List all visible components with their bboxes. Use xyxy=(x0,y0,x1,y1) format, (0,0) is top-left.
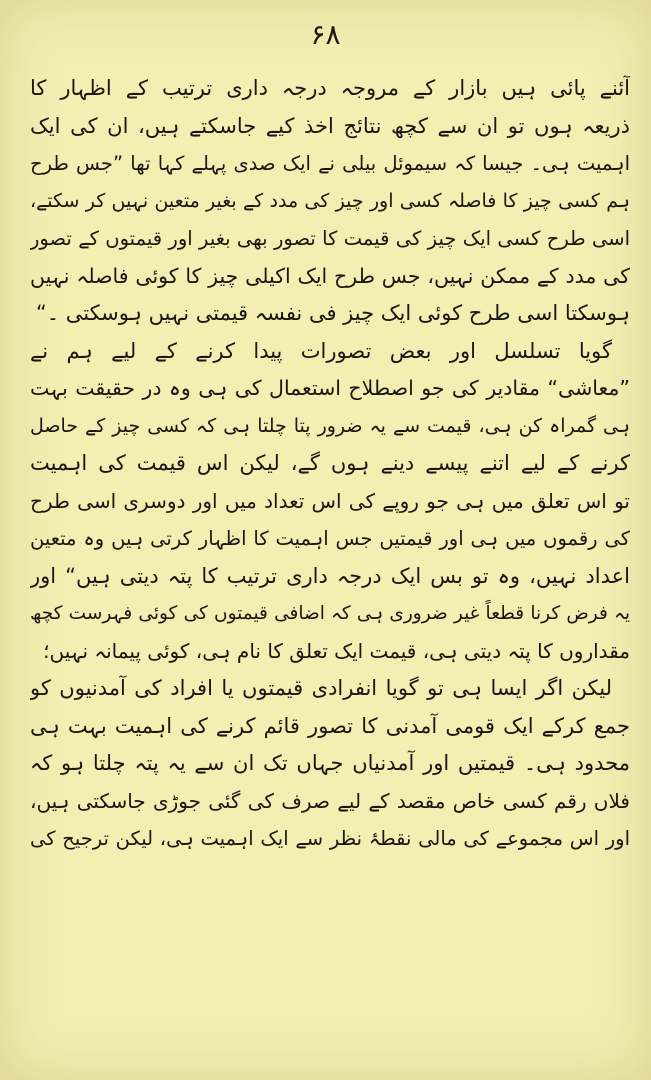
text-line: فلاں رقم کسی خاص مقصد کے لیے صرف کی گئی جوڑی جاسکتی ہیں، xyxy=(30,788,630,813)
text-line: اہمیت ہی۔ جیسا کہ سیموئل بیلی نے ایک صدی پہلے کہا تھا ”جس طرح xyxy=(30,152,630,175)
text-line: ہم کسی چیز کا فاصلہ کسی اور چیز کی مدد کے بغیر متعین نہیں کر سکتے، xyxy=(30,189,630,212)
text-line: کرنے کے لیے اتنے پیسے دینے ہوں گے، لیکن اس قیمت کی اہمیت xyxy=(30,451,630,475)
page-number: ۶۸ xyxy=(310,18,341,51)
text-line: محدود ہی۔ قیمتیں اور آمدنیاں جہاں تک ان سے یہ پتہ چلتا ہو کہ xyxy=(30,751,630,775)
text-line: جمع کرکے ایک قومی آمدنی کا تصور قائم کرنے کی اہمیت بہت ہی xyxy=(30,713,630,738)
text-line: یہ فرض کرنا قطعاً غیر ضروری ہی کہ اضافی قیمتوں کی کوئی فہرست کچھ xyxy=(30,603,630,624)
text-line: ”معاشی“ مقادیر کی جو اصطلاح استعمال کی ہی وہ در حقیقت بہت xyxy=(30,376,630,400)
text-line: ہی گمراہ کن ہی، قیمت سے یہ ضرور پتا چلتا ہی کہ کسی چیز کے حاصل xyxy=(30,414,630,437)
text-line: گویا تسلسل اور بعض تصورات پیدا کرنے کے لیے ہم نے xyxy=(30,338,612,363)
text-line: کی رقموں میں ہی اور قیمتیں جس اہمیت کا اظہار کرتی ہیں وہ متعین xyxy=(30,527,630,550)
page-body-text xyxy=(30,70,630,858)
text-line: اسی طرح کسی ایک چیز کی قیمت کا تصور بھی بغیر اور قیمتوں کے تصور xyxy=(30,227,630,250)
text-line: اعداد نہیں، وہ تو بس ایک درجہ داری ترتیب کا پتہ دیتی ہیں“ اور xyxy=(30,563,630,588)
text-line: مقداروں کا پتہ دیتی ہی، قیمت ایک تعلق کا نام ہی، کوئی پیمانہ نہیں؛ xyxy=(43,638,630,663)
text-line: لیکن اگر ایسا ہی تو گویا انفرادی قیمتوں یا افراد کی آمدنیوں کو xyxy=(30,676,612,700)
text-line: کی مدد کے ممکن نہیں، جس طرح ایک اکیلی چیز کا کوئی فاصلہ نہیں xyxy=(30,263,630,288)
text-line: ہوسکتا اسی طرح کوئی ایک چیز فی نفسہ قیمتی نہیں ہوسکتی ۔“ xyxy=(35,301,630,325)
text-line: تو اس تعلق میں ہی جو روپے کی اس تعداد میں اور دوسری اسی طرح xyxy=(30,488,630,513)
text-line: ذریعہ ہوں تو ان سے کچھ نتائج اخذ کیے جاسکتے ہیں، ان کی ایک xyxy=(30,113,630,138)
text-line: آئنے پائی ہیں بازار کے مروجہ درجہ داری ترتیب کے اظہار کا xyxy=(30,76,630,100)
text-line: اور اس مجموعے کی مالی نقطۂ نظر سے ایک اہمیت ہی، لیکن ترجیح کی xyxy=(30,827,630,850)
